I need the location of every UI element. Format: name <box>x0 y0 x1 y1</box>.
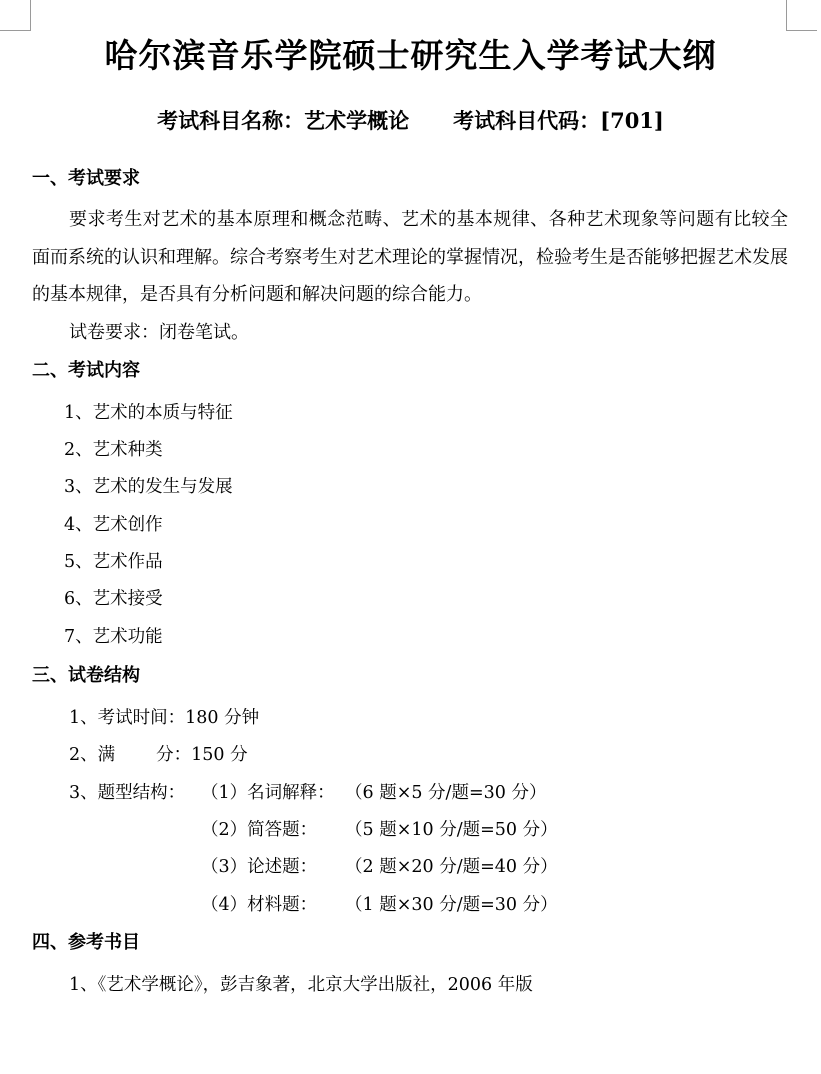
exam-time: 1、考试时间：180 分钟 <box>69 708 260 728</box>
question-type-detail: （1 题×30 分/题=30 分） <box>345 895 558 915</box>
crop-mark-top-right <box>786 0 817 31</box>
list-item: 6、艺术接受 <box>64 589 163 609</box>
reference-book: 1、《艺术学概论》，彭吉象著，北京大学出版社，2006 年版 <box>69 975 533 995</box>
section-heading-references: 四、参考书目 <box>32 932 140 953</box>
question-type-name: （4）材料题： <box>201 895 318 915</box>
section-heading-content: 二、考试内容 <box>32 360 140 381</box>
document-title: 哈尔滨音乐学院硕士研究生入学考试大纲 <box>104 36 717 75</box>
exam-form: 试卷要求：闭卷笔试。 <box>69 322 249 343</box>
section-heading-requirements: 一、考试要求 <box>32 168 140 189</box>
subject-name: 考试科目名称：艺术学概论 <box>157 108 410 133</box>
full-score-suffix: 分：150 分 <box>156 745 248 765</box>
question-type-detail: （6 题×5 分/题=30 分） <box>345 783 547 803</box>
question-type-name: （1）名词解释： <box>201 783 335 803</box>
crop-mark-top-left <box>0 0 31 31</box>
list-item: 5、艺术作品 <box>64 552 163 572</box>
question-type-name: （2）简答题： <box>201 820 318 840</box>
list-item: 2、艺术种类 <box>64 440 163 460</box>
subject-line <box>0 106 821 136</box>
list-item: 3、艺术的发生与发展 <box>64 477 233 497</box>
list-item: 1、艺术的本质与特征 <box>64 403 233 423</box>
full-score <box>69 742 248 768</box>
list-item: 7、艺术功能 <box>64 627 163 647</box>
section-heading-structure: 三、试卷结构 <box>32 665 140 686</box>
subject-code: 考试科目代码：[701] <box>453 108 664 133</box>
list-item: 4、艺术创作 <box>64 515 163 535</box>
full-score-prefix: 2、满 <box>69 745 116 765</box>
structure-label: 3、题型结构： <box>69 783 186 803</box>
requirements-paragraph: 要求考生对艺术的基本原理和概念范畴、艺术的基本规律、各种艺术现象等问题有比较全面而系统的认识和理解。综合考察考生对艺术理论的掌握情况，检验考生是否能够把握艺术发展的基本规律，是否具有分析问题和解决问题的综合能力。 <box>32 209 788 305</box>
question-type-detail: （5 题×10 分/题=50 分） <box>345 820 558 840</box>
question-type-name: （3）论述题： <box>201 857 318 877</box>
question-type-detail: （2 题×20 分/题=40 分） <box>345 857 558 877</box>
